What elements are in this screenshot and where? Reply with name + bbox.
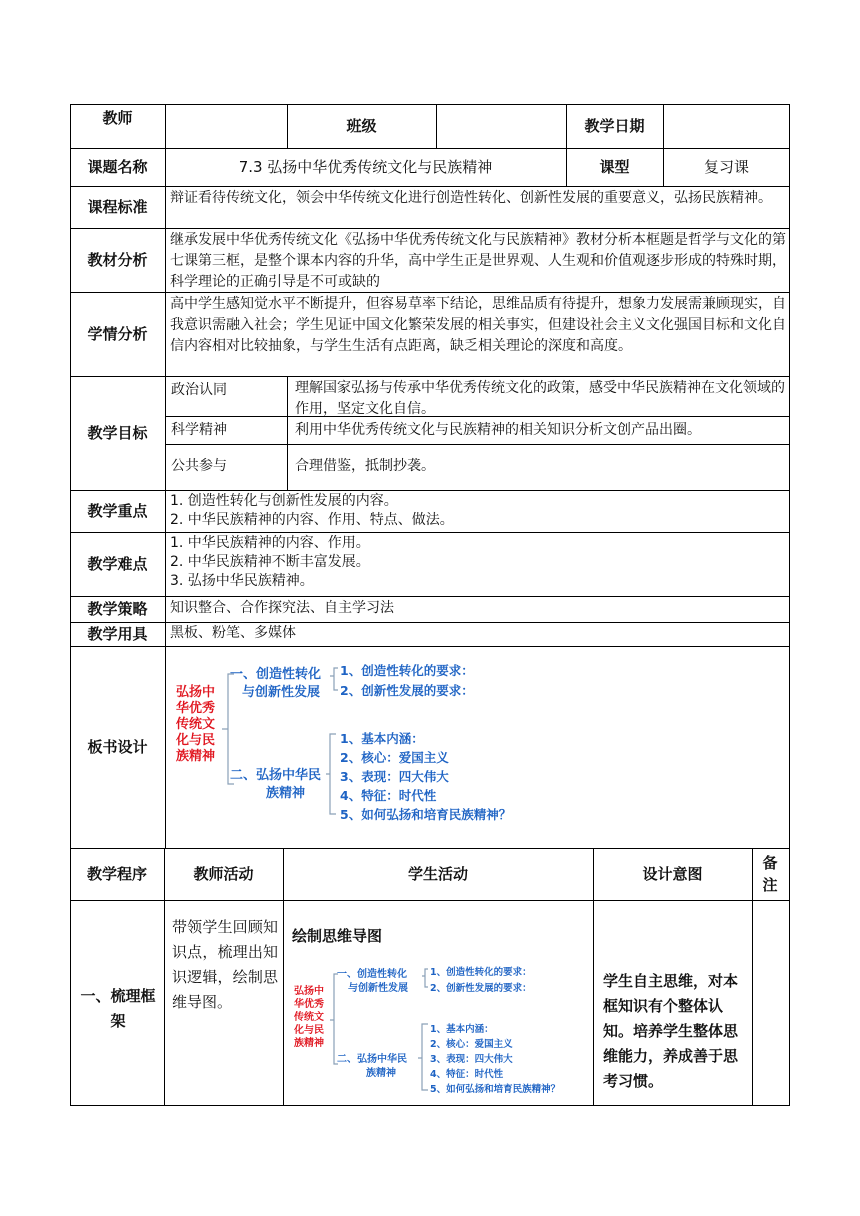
root-text: 弘扬中 <box>176 685 216 700</box>
branch-item: 1、基本内涵： <box>340 731 424 746</box>
branch-item: 2、核心：爱国主义 <box>430 1039 513 1050</box>
branch-text: 一、创造性转化 <box>337 969 407 980</box>
branch-item: 2、创新性发展的要求： <box>430 983 532 994</box>
tools-text: 黑板、粉笔、多媒体 <box>170 625 296 641</box>
list-item: 1. 中华民族精神的内容、作用。 <box>170 535 370 551</box>
difficulties-list <box>167 532 789 593</box>
rule <box>165 444 790 445</box>
teacher-label: 教师 <box>102 109 133 127</box>
material-text: 继承发展中华优秀传统文化《弘扬中华优秀传统文化与民族精神》教材分析本框题是哲学与文化的第七课第三框，是整个课本内容的升华，高中学生正是世界观、人生观和价值观逐步形成的特殊时期，科学理论的正确引导是不可或缺的 <box>170 232 786 290</box>
strategy-text: 知识整合、合作探究法、自主学习法 <box>170 600 394 616</box>
goal-text: 理解国家弘扬与传承中华优秀传统文化的政策，感受中华民族精神在文化领域的作用，坚定文化自信。 <box>295 380 785 417</box>
rule <box>70 646 790 647</box>
key-points-label: 教学重点 <box>87 501 148 520</box>
difficulties-label: 教学难点 <box>87 554 148 573</box>
goal-name: 科学精神 <box>171 422 227 438</box>
rule <box>789 104 790 1106</box>
root-text: 传统文 <box>176 717 216 732</box>
branch-item: 4、特征：时代性 <box>430 1069 504 1080</box>
branch-item: 5、如何弘扬和培育民族精神？ <box>340 807 512 822</box>
standard-text: 辩证看待传统文化，领会中华传统文化进行创造性转化、创新性发展的重要意义，弘扬民族精神。 <box>170 190 772 206</box>
topic-value: 7.3 弘扬中华优秀传统文化与民族精神 <box>238 157 493 176</box>
key-points-list <box>167 490 789 532</box>
list-item: 2. 中华民族精神不断丰富发展。 <box>170 554 370 570</box>
proc-teacher-header: 教师活动 <box>193 864 254 883</box>
branch-text: 族精神 <box>266 786 306 801</box>
branch-item: 2、核心：爱国主义 <box>340 750 449 765</box>
topic-label: 课题名称 <box>87 157 148 176</box>
type-label: 课型 <box>599 157 630 176</box>
connector <box>330 974 338 1064</box>
goal-name: 公共参与 <box>171 458 227 474</box>
strategy-label: 教学策略 <box>87 599 148 618</box>
branch-text: 一、创造性转化 <box>230 667 322 682</box>
branch-item: 3、表现：四大伟大 <box>430 1054 513 1065</box>
root-text: 华优秀 <box>294 999 324 1010</box>
connector <box>418 1024 428 1090</box>
rule <box>287 376 288 490</box>
list-item: 2. 中华民族精神的内容、作用、特点、做法。 <box>170 512 454 528</box>
root-text: 传统文 <box>294 1012 324 1023</box>
proc-note-header: 备注 <box>762 854 778 894</box>
step-name: 一、梳理框架 <box>80 987 156 1030</box>
connector <box>326 734 336 814</box>
board-label: 板书设计 <box>87 737 148 756</box>
branch-text: 族精神 <box>366 1068 396 1079</box>
material-label: 教材分析 <box>87 250 148 269</box>
student-mindmap <box>290 960 590 1098</box>
students-text: 高中学生感知觉水平不断提升，但容易草率下结论，思维品质有待提升，想象力发展需兼顾现实，自我意识需融入社会；学生见证中国文化繁荣发展的相关事实，但建设社会主义文化强国目标和文化自信内容相对比较抽象，与学生生活有点距离，缺乏相关理论的深度和高度。 <box>170 296 786 354</box>
class-label: 班级 <box>346 116 377 135</box>
branch-text: 二、弘扬中华民 <box>230 768 322 783</box>
root-text: 弘扬中 <box>294 986 324 997</box>
standard-label: 课程标准 <box>87 197 148 216</box>
proc-student-header: 学生活动 <box>407 864 468 883</box>
rule <box>752 848 753 1106</box>
rule <box>436 104 437 148</box>
branch-text: 与创新性发展 <box>348 983 408 994</box>
list-item: 3. 弘扬中华民族精神。 <box>170 573 314 589</box>
branch-item: 1、基本内涵： <box>430 1024 494 1035</box>
teacher-activity: 带领学生回顾知识点，梳理出知识逻辑，绘制思维导图。 <box>172 918 278 1011</box>
goal-text: 合理借鉴，抵制抄袭。 <box>295 458 435 474</box>
board-mindmap <box>170 654 550 834</box>
root-text: 族精神 <box>176 749 216 764</box>
proc-intent-header: 设计意图 <box>642 864 703 883</box>
root-text: 族精神 <box>294 1038 324 1049</box>
root-text: 华优秀 <box>176 701 216 716</box>
branch-item: 5、如何弘扬和培育民族精神？ <box>430 1084 561 1095</box>
branch-text: 与创新性发展 <box>242 685 321 700</box>
branch-item: 4、特征：时代性 <box>340 788 437 803</box>
rule <box>70 1105 790 1106</box>
branch-item: 1、创造性转化的要求： <box>430 967 532 978</box>
lesson-plan-table <box>70 104 790 1106</box>
proc-step-header: 教学程序 <box>86 864 147 883</box>
branch-item: 2、创新性发展的要求： <box>340 683 474 698</box>
goal-name: 政治认同 <box>171 382 227 398</box>
student-activity-title: 绘制思维导图 <box>292 927 383 945</box>
students-label: 学情分析 <box>87 324 148 343</box>
rule <box>165 104 166 848</box>
branch-text: 二、弘扬中华民 <box>337 1054 407 1065</box>
rule <box>70 900 790 901</box>
connector <box>422 969 428 987</box>
goal-text: 利用中华优秀传统文化与民族精神的相关知识分析文创产品出圈。 <box>295 422 701 438</box>
goals-label: 教学目标 <box>87 423 148 442</box>
branch-item: 1、创造性转化的要求： <box>340 663 474 678</box>
tools-label: 教学用具 <box>87 624 148 643</box>
design-intent: 学生自主思维，对本框知识有个整体认知。培养学生整体思维能力，养成善于思考习惯。 <box>603 972 739 1090</box>
type-value: 复习课 <box>703 157 749 176</box>
list-item: 1. 创造性转化与创新性发展的内容。 <box>170 493 398 509</box>
branch-item: 3、表现：四大伟大 <box>340 769 449 784</box>
date-label: 教学日期 <box>584 116 645 135</box>
root-text: 化与民 <box>294 1025 324 1036</box>
connector <box>330 668 338 690</box>
root-text: 化与民 <box>176 733 216 748</box>
